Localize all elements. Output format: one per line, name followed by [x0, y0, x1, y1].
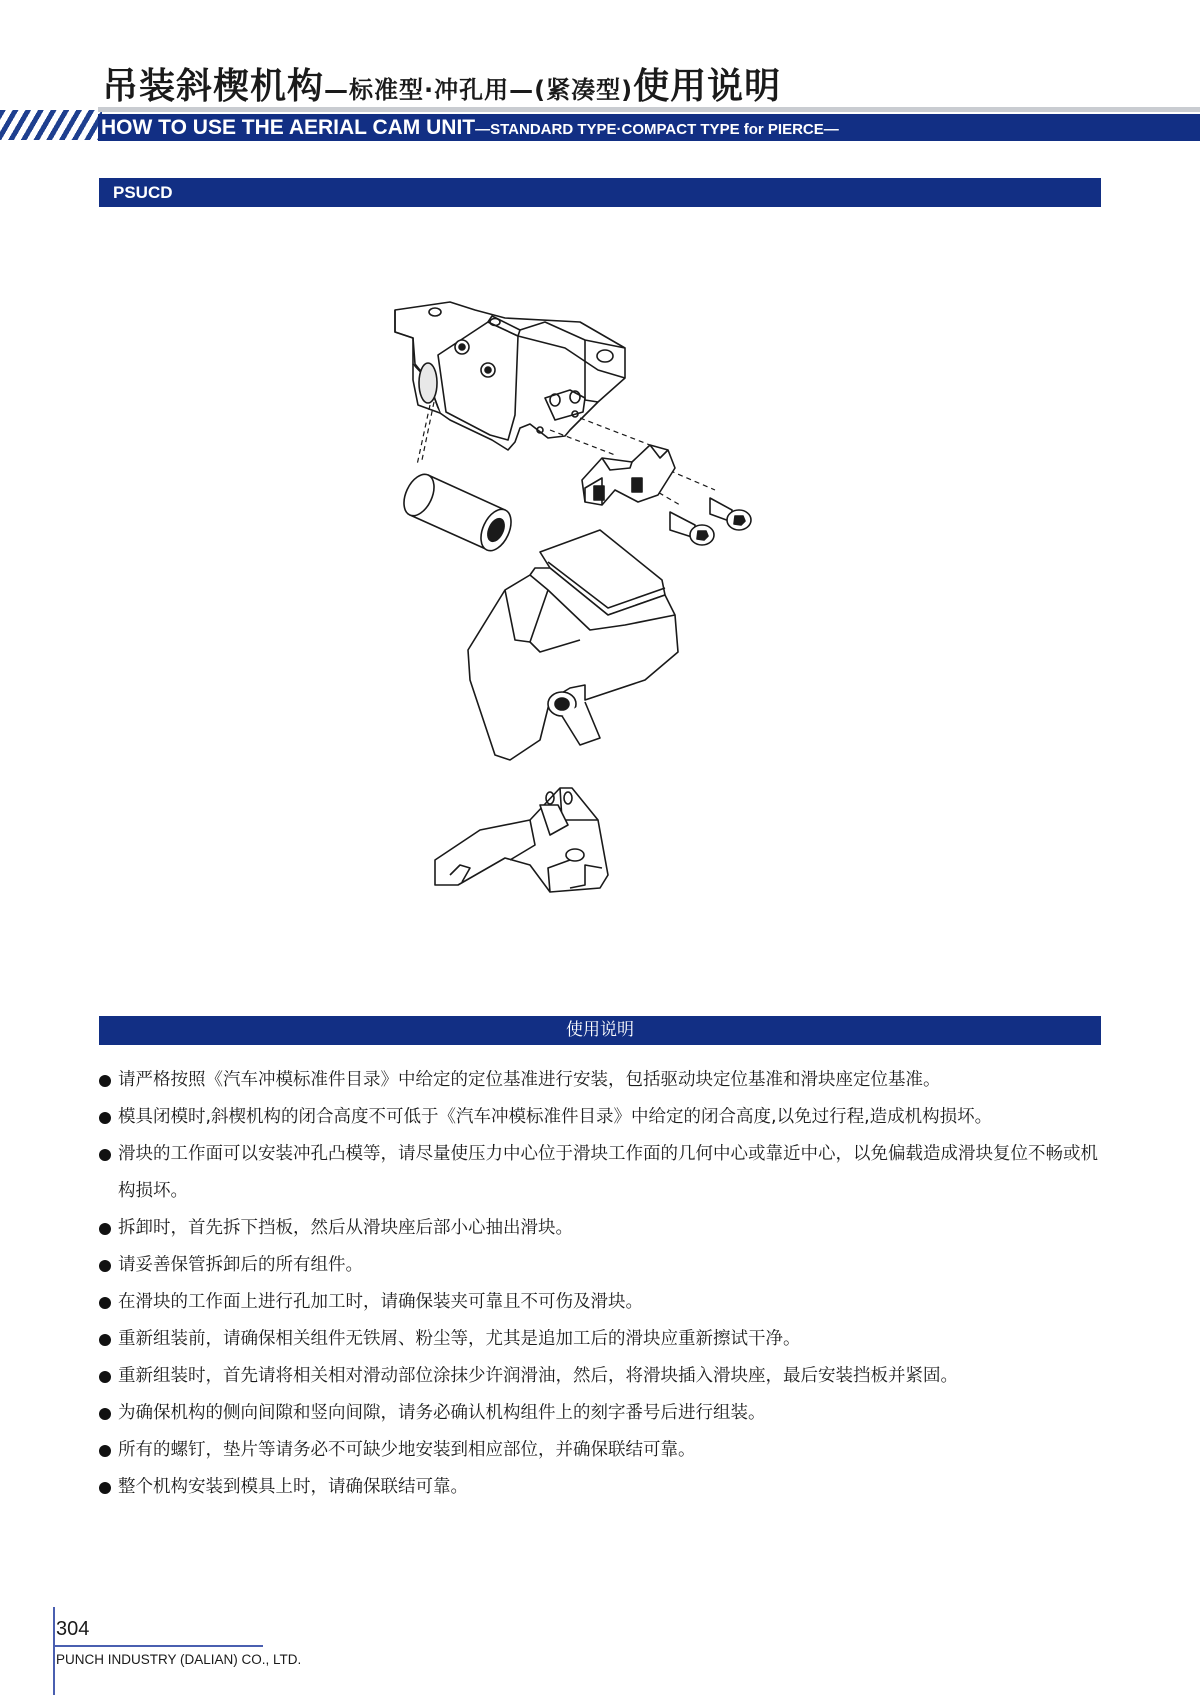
- footer-horizontal-rule: [53, 1645, 263, 1647]
- list-item: 拆卸时，首先拆下挡板，然后从滑块座后部小心抽出滑块。: [98, 1210, 1108, 1247]
- page-title: [102, 58, 781, 109]
- english-subtitle-bar: [98, 114, 1200, 141]
- list-item: 重新组装前，请确保相关组件无铁屑、粉尘等，尤其是追加工后的滑块应重新擦试干净。: [98, 1321, 1108, 1358]
- list-item: 重新组装时，首先请将相关相对滑动部位涂抹少许润滑油，然后，将滑块插入滑块座，最后安装挡板并紧固。: [98, 1358, 1108, 1395]
- bolt-illustrations: [670, 498, 751, 545]
- title-end: 使用说明: [633, 66, 782, 107]
- list-item: 请妥善保管拆卸后的所有组件。: [98, 1247, 1108, 1284]
- company-name: PUNCH INDUSTRY (DALIAN) CO., LTD.: [56, 1652, 302, 1667]
- title-main: 吊装斜楔机构: [102, 66, 325, 107]
- header-rule: [98, 107, 1200, 112]
- list-item: 整个机构安装到模具上时，请确保联结可靠。: [98, 1469, 1108, 1506]
- usage-header: 使用说明: [99, 1016, 1101, 1045]
- assembled-view-illustration: [435, 788, 608, 892]
- footer-vertical-rule: [53, 1607, 55, 1695]
- driver-block-illustration: [395, 302, 625, 450]
- list-item: 所有的螺钉，垫片等请务必不可缺少地安装到相应部位，并确保联结可靠。: [98, 1432, 1108, 1469]
- list-item: 模具闭模时,斜楔机构的闭合高度不可低于《汽车冲模标准件目录》中给定的闭合高度,以免过行程,造成机构损坏。: [98, 1099, 1108, 1136]
- title-sub: —标准型·冲孔用—(紧凑型): [324, 76, 634, 104]
- decorative-stripes: [0, 110, 102, 140]
- cam-unit-exploded-drawing: [370, 290, 830, 970]
- list-item: 请严格按照《汽车冲模标准件目录》中给定的定位基准进行安装，包括驱动块定位基准和滑块座定位基准。: [98, 1062, 1108, 1099]
- subtitle-main: HOW TO USE THE AERIAL CAM UNIT: [101, 116, 476, 139]
- section-header-psucd: PSUCD: [99, 178, 1101, 207]
- list-item: 为确保机构的侧向间隙和竖向间隙，请务必确认机构组件上的刻字番号后进行组装。: [98, 1395, 1108, 1432]
- list-item: 滑块的工作面可以安装冲孔凸模等，请尽量使压力中心位于滑块工作面的几何中心或靠近中心，以免偏载造成滑块复位不畅或机构损坏。: [98, 1136, 1108, 1210]
- subtitle-sub: —STANDARD TYPE·COMPACT TYPE for PIERCE—: [475, 121, 839, 138]
- list-item: 在滑块的工作面上进行孔加工时，请确保装夹可靠且不可伤及滑块。: [98, 1284, 1108, 1321]
- page-number: 304: [56, 1618, 90, 1640]
- slide-block-illustration: [468, 530, 678, 760]
- retainer-plate-illustration: [582, 445, 675, 505]
- usage-notes-list: [98, 1062, 1108, 1506]
- cylinder-bushing-illustration: [398, 470, 517, 556]
